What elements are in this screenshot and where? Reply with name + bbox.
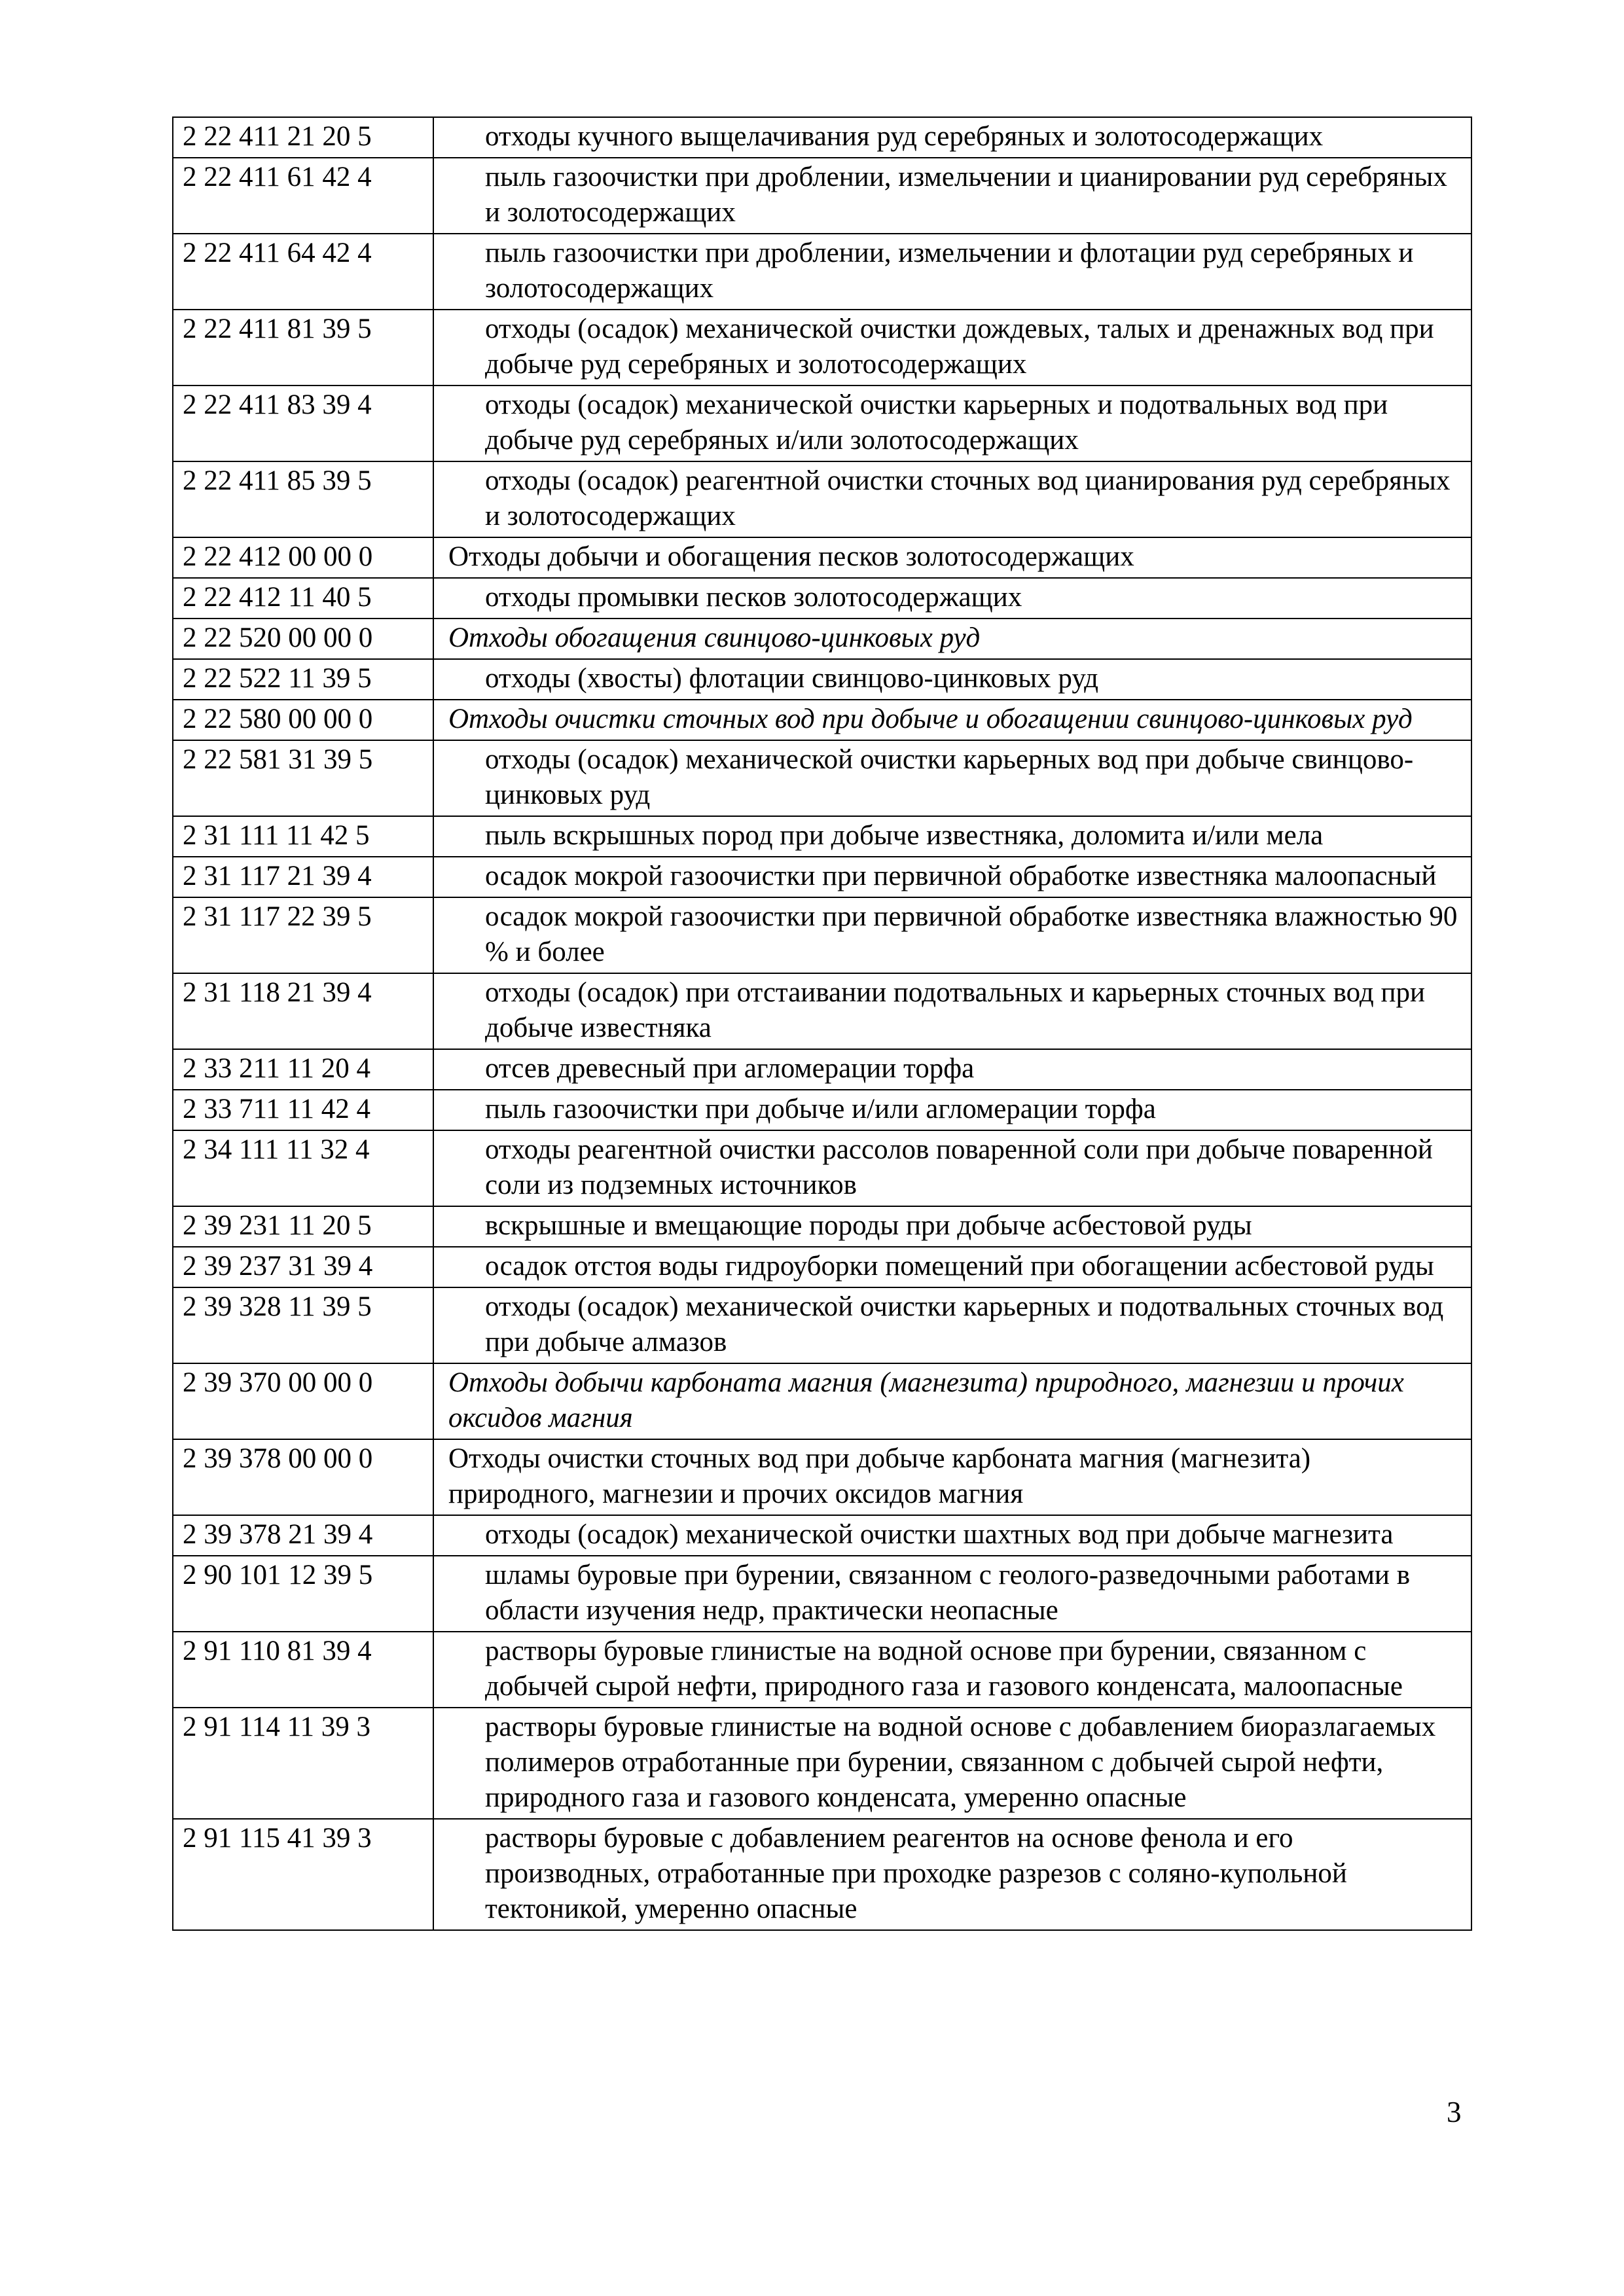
table-row xyxy=(173,1515,1471,1556)
waste-group-heading-cell: Отходы очистки сточных вод при добыче и обогащении свинцово-цинковых руд xyxy=(433,700,1471,740)
waste-description-cell: отходы (осадок) механической очистки карьерных и подотвальных вод при добыче руд серебряных и/или золотосодержащих xyxy=(433,386,1471,461)
table-row xyxy=(173,1632,1471,1708)
waste-code-cell: 2 31 117 22 39 5 xyxy=(173,897,433,973)
table-row xyxy=(173,1130,1471,1206)
waste-code-cell: 2 22 581 31 39 5 xyxy=(173,740,433,816)
table-row xyxy=(173,461,1471,537)
waste-description-cell: отходы (осадок) механической очистки шахтных вод при добыче магнезита xyxy=(433,1515,1471,1556)
table-row xyxy=(173,659,1471,700)
table-row xyxy=(173,1708,1471,1819)
waste-code-cell: 2 22 411 21 20 5 xyxy=(173,117,433,158)
table-row xyxy=(173,857,1471,897)
waste-code-cell: 2 91 115 41 39 3 xyxy=(173,1819,433,1930)
table-body xyxy=(173,117,1471,1930)
waste-code-cell: 2 22 411 85 39 5 xyxy=(173,461,433,537)
waste-code-cell: 2 22 411 61 42 4 xyxy=(173,158,433,234)
table-row xyxy=(173,578,1471,619)
waste-description-cell: пыль газоочистки при добыче и/или агломерации торфа xyxy=(433,1090,1471,1130)
table-row xyxy=(173,1049,1471,1090)
waste-description-cell: осадок мокрой газоочистки при первичной обработке известняка малоопасный xyxy=(433,857,1471,897)
waste-code-cell: 2 39 378 00 00 0 xyxy=(173,1439,433,1515)
waste-code-cell: 2 39 370 00 00 0 xyxy=(173,1363,433,1439)
table-row xyxy=(173,740,1471,816)
table-row xyxy=(173,1556,1471,1632)
waste-code-cell: 2 34 111 11 32 4 xyxy=(173,1130,433,1206)
waste-group-heading-cell: Отходы добычи карбоната магния (магнезита) природного, магнезии и прочих оксидов магния xyxy=(433,1363,1471,1439)
waste-group-heading-cell: Отходы добычи и обогащения песков золотосодержащих xyxy=(433,537,1471,578)
page-number: 3 xyxy=(1447,2096,1462,2128)
waste-code-cell: 2 22 411 83 39 4 xyxy=(173,386,433,461)
waste-description-cell: растворы буровые глинистые на водной основе при бурении, связанном с добычей сырой нефти, природного газа и газового конденсата, малоопасные xyxy=(433,1632,1471,1708)
waste-description-cell: осадок мокрой газоочистки при первичной обработке известняка влажностью 90 % и более xyxy=(433,897,1471,973)
waste-description-cell: отходы реагентной очистки рассолов поваренной соли при добыче поваренной соли из подземных источников xyxy=(433,1130,1471,1206)
waste-code-cell: 2 22 412 11 40 5 xyxy=(173,578,433,619)
table-row xyxy=(173,1090,1471,1130)
waste-description-cell: отходы (хвосты) флотации свинцово-цинковых руд xyxy=(433,659,1471,700)
waste-code-cell: 2 39 237 31 39 4 xyxy=(173,1247,433,1287)
waste-description-cell: растворы буровые глинистые на водной основе с добавлением биоразлагаемых полимеров отработанные при бурении, связанном с добычей сырой нефти, природного газа и газового конденсата, умеренно опасные xyxy=(433,1708,1471,1819)
table-row xyxy=(173,897,1471,973)
table-row xyxy=(173,1247,1471,1287)
waste-description-cell: отсев древесный при агломерации торфа xyxy=(433,1049,1471,1090)
waste-description-cell: отходы (осадок) реагентной очистки сточных вод цианирования руд серебряных и золотосодержащих xyxy=(433,461,1471,537)
table-row xyxy=(173,386,1471,461)
waste-code-cell: 2 91 114 11 39 3 xyxy=(173,1708,433,1819)
table-row xyxy=(173,1439,1471,1515)
waste-description-cell: пыль газоочистки при дроблении, измельчении и цианировании руд серебряных и золотосодержащих xyxy=(433,158,1471,234)
waste-code-cell: 2 31 117 21 39 4 xyxy=(173,857,433,897)
table-row xyxy=(173,158,1471,234)
waste-description-cell: отходы (осадок) при отстаивании подотвальных и карьерных сточных вод при добыче известняка xyxy=(433,973,1471,1049)
waste-description-cell: отходы (осадок) механической очистки карьерных и подотвальных сточных вод при добыче алмазов xyxy=(433,1287,1471,1363)
table-row xyxy=(173,117,1471,158)
waste-code-cell: 2 39 378 21 39 4 xyxy=(173,1515,433,1556)
waste-description-cell: пыль газоочистки при дроблении, измельчении и флотации руд серебряных и золотосодержащих xyxy=(433,234,1471,310)
waste-code-cell: 2 33 211 11 20 4 xyxy=(173,1049,433,1090)
table-row xyxy=(173,700,1471,740)
table-row xyxy=(173,619,1471,659)
waste-classification-table xyxy=(172,117,1472,1931)
waste-code-cell: 2 33 711 11 42 4 xyxy=(173,1090,433,1130)
waste-description-cell: отходы кучного выщелачивания руд серебряных и золотосодержащих xyxy=(433,117,1471,158)
waste-code-cell: 2 22 412 00 00 0 xyxy=(173,537,433,578)
table-row xyxy=(173,1819,1471,1930)
table-row xyxy=(173,1287,1471,1363)
waste-description-cell: осадок отстоя воды гидроуборки помещений при обогащении асбестовой руды xyxy=(433,1247,1471,1287)
table-row xyxy=(173,537,1471,578)
table-row xyxy=(173,234,1471,310)
waste-group-heading-cell: Отходы обогащения свинцово-цинковых руд xyxy=(433,619,1471,659)
waste-code-cell: 2 39 328 11 39 5 xyxy=(173,1287,433,1363)
waste-code-cell: 2 91 110 81 39 4 xyxy=(173,1632,433,1708)
waste-code-cell: 2 22 522 11 39 5 xyxy=(173,659,433,700)
waste-group-heading-cell: Отходы очистки сточных вод при добыче карбоната магния (магнезита) природного, магнезии и прочих оксидов магния xyxy=(433,1439,1471,1515)
waste-description-cell: отходы (осадок) механической очистки дождевых, талых и дренажных вод при добыче руд серебряных и золотосодержащих xyxy=(433,310,1471,386)
waste-description-cell: шламы буровые при бурении, связанном с геолого-разведочными работами в области изучения недр, практически неопасные xyxy=(433,1556,1471,1632)
waste-code-cell: 2 31 111 11 42 5 xyxy=(173,816,433,857)
table-row xyxy=(173,973,1471,1049)
waste-code-cell: 2 22 520 00 00 0 xyxy=(173,619,433,659)
waste-code-cell: 2 22 411 81 39 5 xyxy=(173,310,433,386)
waste-description-cell: отходы промывки песков золотосодержащих xyxy=(433,578,1471,619)
table-row xyxy=(173,816,1471,857)
waste-description-cell: растворы буровые с добавлением реагентов на основе фенола и его производных, отработанные при проходке разрезов с соляно-купольной тектоникой, умеренно опасные xyxy=(433,1819,1471,1930)
table-row xyxy=(173,1363,1471,1439)
waste-code-cell: 2 22 580 00 00 0 xyxy=(173,700,433,740)
waste-code-cell: 2 90 101 12 39 5 xyxy=(173,1556,433,1632)
table-row xyxy=(173,1206,1471,1247)
waste-description-cell: отходы (осадок) механической очистки карьерных вод при добыче свинцово-цинковых руд xyxy=(433,740,1471,816)
table-row xyxy=(173,310,1471,386)
waste-description-cell: пыль вскрышных пород при добыче известняка, доломита и/или мела xyxy=(433,816,1471,857)
waste-code-cell: 2 22 411 64 42 4 xyxy=(173,234,433,310)
waste-code-cell: 2 31 118 21 39 4 xyxy=(173,973,433,1049)
waste-code-cell: 2 39 231 11 20 5 xyxy=(173,1206,433,1247)
waste-description-cell: вскрышные и вмещающие породы при добыче асбестовой руды xyxy=(433,1206,1471,1247)
